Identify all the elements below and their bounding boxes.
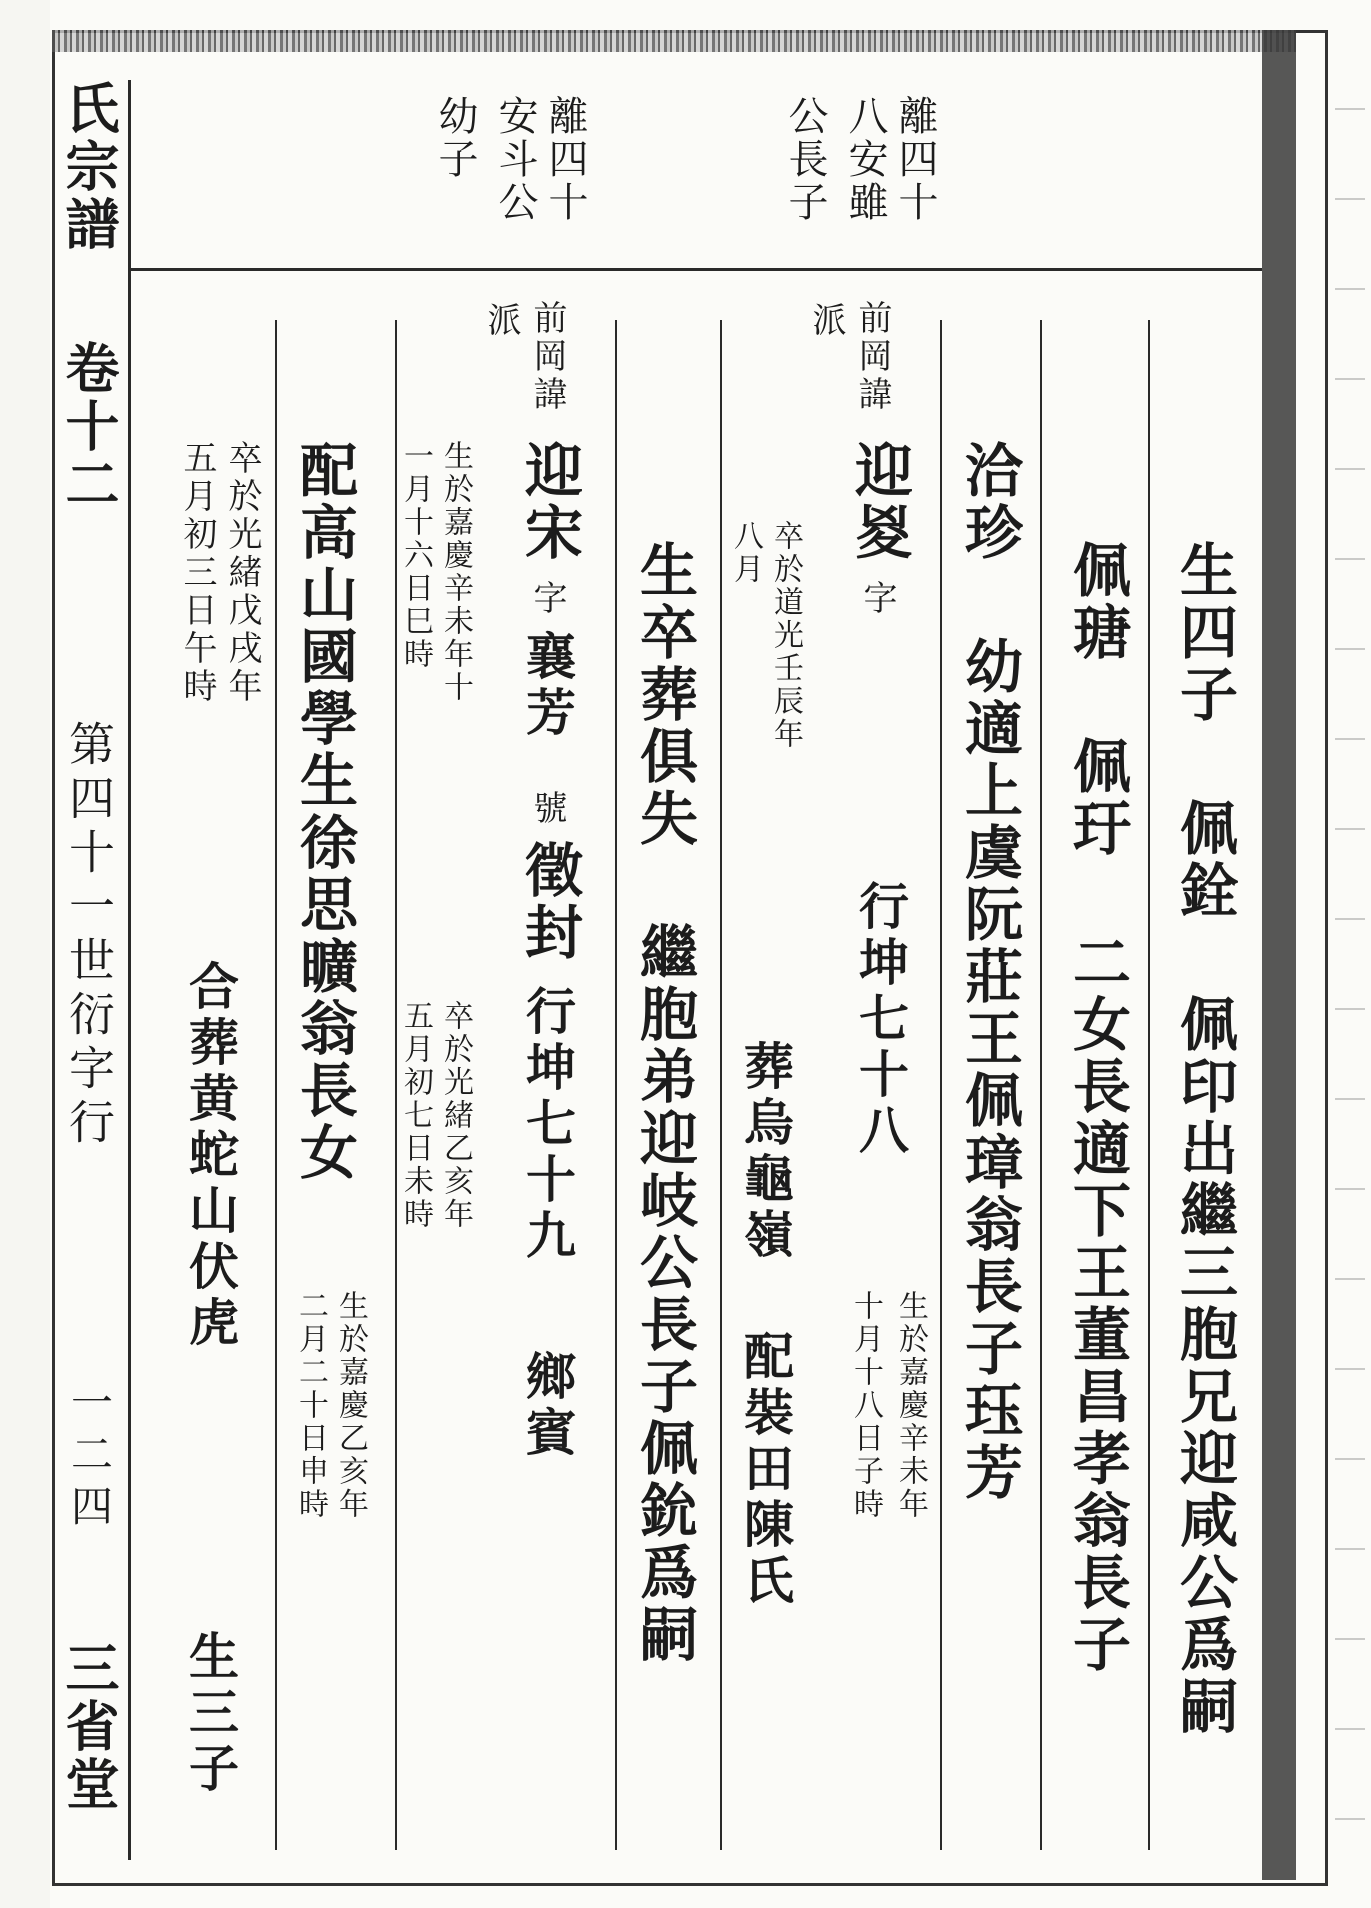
entry-name-yingsong: 迎宋 bbox=[515, 440, 583, 564]
top-entry-2-line-2: 安斗公 bbox=[492, 95, 538, 224]
entry-birth-6: 二月二十日申時 bbox=[293, 1290, 328, 1521]
top-section-rule bbox=[131, 268, 1262, 271]
entry-spouse-2: 配高山國學生徐思曠翁長女 bbox=[290, 440, 358, 1184]
top-entry-2-line-1: 離四十 bbox=[542, 95, 588, 224]
header-divider bbox=[128, 80, 131, 1860]
column-divider bbox=[615, 320, 617, 1850]
entry-spouse: 配裝田陳氏 bbox=[736, 1330, 795, 1610]
entry-death-4: 五月初七日未時 bbox=[398, 1000, 433, 1231]
entry-hao: 號 bbox=[527, 790, 567, 828]
entry-birth-1: 生於嘉慶辛未年 bbox=[893, 1290, 928, 1521]
entry-death-1: 卒於道光壬辰年 bbox=[768, 520, 803, 751]
column-divider bbox=[275, 320, 277, 1850]
entry-birth-4: 一月十六日巳時 bbox=[398, 440, 433, 671]
top-entry-1-line-2: 八安雖 bbox=[842, 95, 888, 224]
entry-label-qiangang: 前岡諱 bbox=[852, 300, 892, 414]
column-divider bbox=[1040, 320, 1042, 1850]
entry-burial: 葬烏龜嶺 bbox=[736, 1040, 795, 1264]
entry-joint-burial: 合葬黄蛇山伏虎 bbox=[181, 960, 240, 1352]
top-entry-1-line-3: 公長子 bbox=[782, 95, 828, 224]
top-entry-2-line-3: 幼子 bbox=[432, 95, 478, 181]
entry-birth-5: 生於嘉慶乙亥年 bbox=[333, 1290, 368, 1521]
page-number: 一二四 bbox=[65, 1380, 114, 1536]
volume-label: 卷十二 bbox=[57, 340, 121, 514]
entry-title: 徵封 bbox=[515, 840, 583, 964]
generation-label: 第四十一世衍字行 bbox=[62, 720, 116, 1152]
entry-courtesy-name: 襄芳 bbox=[518, 630, 577, 742]
column-divider bbox=[940, 320, 942, 1850]
column-divider bbox=[1148, 320, 1150, 1850]
genealogy-title: 氏宗譜 bbox=[57, 80, 121, 254]
entry-zi: 字 bbox=[857, 580, 897, 618]
page-edge-marks bbox=[1335, 40, 1365, 1860]
entry-daughter-marriage: 洽珍 幼適上虞阮莊王佩璋翁長子珏芳 bbox=[955, 440, 1023, 1504]
left-margin bbox=[0, 0, 50, 1908]
entry-honor: 鄉賓 bbox=[518, 1350, 577, 1462]
entry-rank-79: 行坤七十九 bbox=[518, 985, 577, 1265]
entry-sons-daughters: 佩瑭 佩玗 二女長適下王董昌孝翁長子 bbox=[1063, 540, 1131, 1676]
column-divider bbox=[720, 320, 722, 1850]
top-entry-1-line-1: 離四十 bbox=[892, 95, 938, 224]
entry-children-count: 生三子 bbox=[181, 1630, 240, 1798]
entry-children-line: 生四子 佩銓 佩印出繼三胞兄迎咸公爲嗣 bbox=[1170, 540, 1238, 1738]
entry-death-6: 五月初三日午時 bbox=[177, 440, 217, 706]
entry-death-5: 卒於光緒戊戌年 bbox=[222, 440, 262, 706]
entry-label-qiangang-2: 前岡諱 bbox=[527, 300, 567, 414]
entry-birth-3: 生於嘉慶辛未年十 bbox=[438, 440, 473, 704]
column-divider bbox=[395, 320, 397, 1850]
frame-right-border bbox=[1262, 30, 1296, 1880]
entry-pai-2: 派 bbox=[481, 302, 521, 340]
entry-pai: 派 bbox=[806, 302, 846, 340]
entry-death-3: 卒於光緒乙亥年 bbox=[438, 1000, 473, 1231]
entry-rank-78: 行坤七十八 bbox=[851, 880, 910, 1160]
hall-name: 三省堂 bbox=[57, 1640, 121, 1814]
entry-death-2: 八月 bbox=[728, 520, 763, 586]
entry-birth-2: 十月十八日子時 bbox=[848, 1290, 883, 1521]
entry-name-yingyi: 迎㚇 bbox=[845, 440, 913, 564]
entry-zi-2: 字 bbox=[527, 580, 567, 618]
entry-adoption: 生卒葬俱失 繼胞弟迎岐公長子佩鈗爲嗣 bbox=[630, 540, 698, 1666]
frame-top-border bbox=[52, 30, 1296, 52]
